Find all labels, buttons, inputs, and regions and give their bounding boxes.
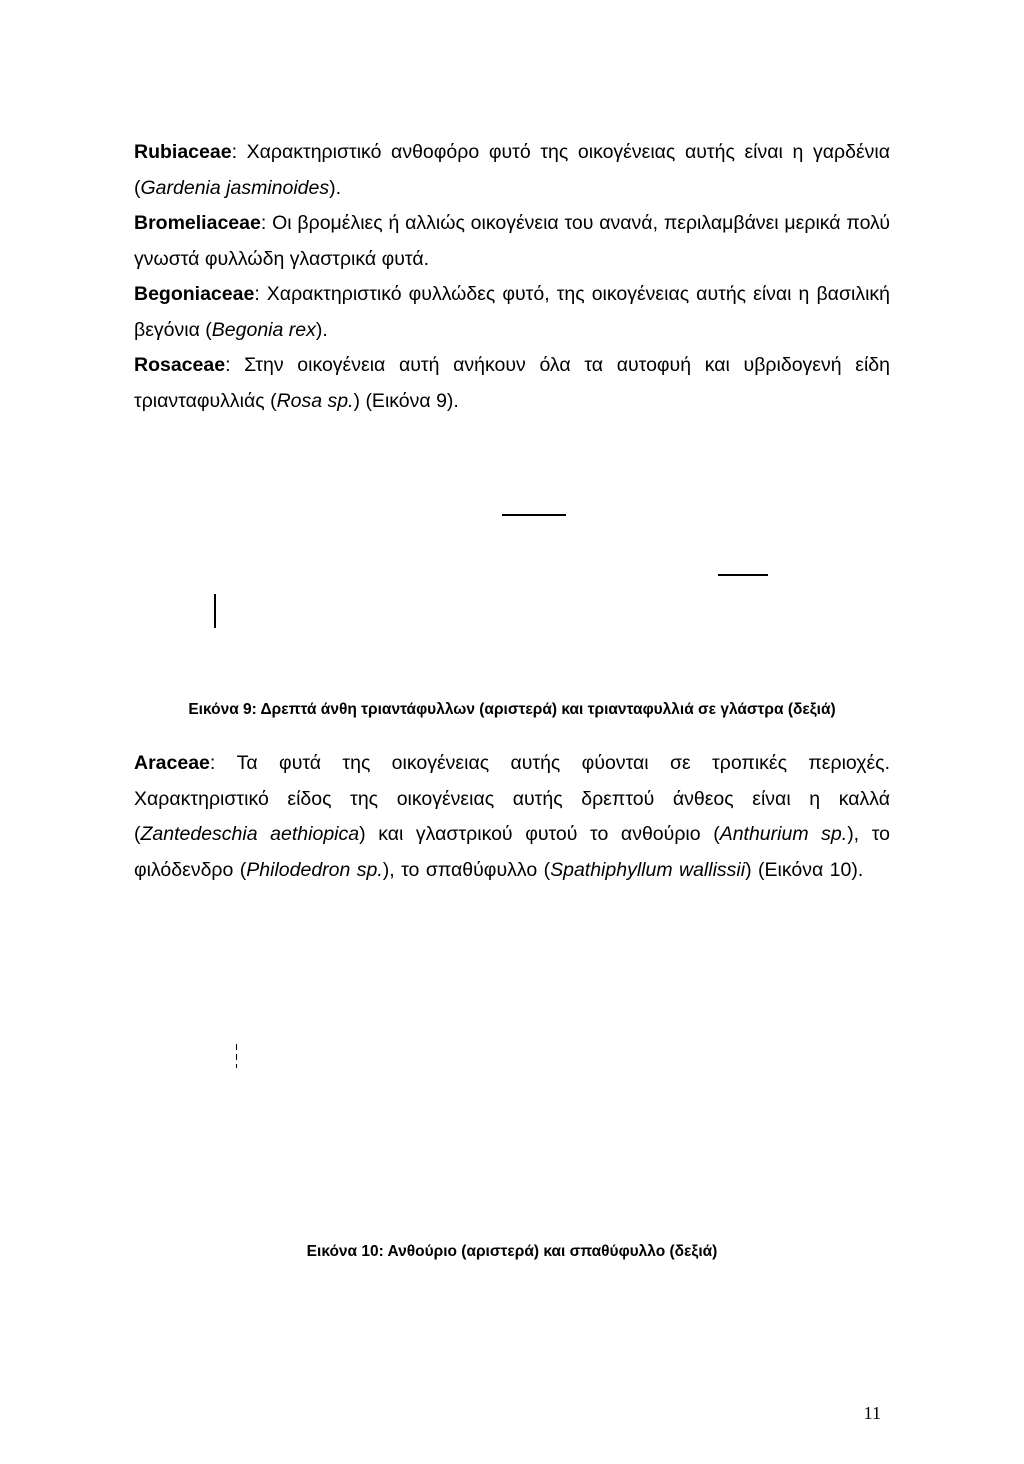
scan-artifact-line [502,514,566,516]
figure-10-caption: Εικόνα 10: Ανθούριο (αριστερά) και σπαθύφυλλο (δεξιά) [306,1243,718,1260]
paragraph-text: ). [329,176,342,199]
species-name: Anthurium sp. [719,823,848,845]
species-name: Zantedeschia aethiopica [140,823,360,845]
family-name-begoniaceae: Begoniaceae [134,283,255,305]
species-name: Philodedron sp. [246,858,383,881]
page-number: 11 [863,1403,881,1423]
scan-artifact-line [236,1064,237,1068]
paragraph-text: : Στην οικογένεια αυτή ανήκουν όλα τα αυτοφυή και υβριδογενή είδη τριανταφυλλιάς ( [134,354,890,412]
paragraph-text: : Τα φυτά της οικογένειας αυτής φύονται σε τροπικές περιοχές. Χαρακτηριστικό είδος της οικογένειας αυτής δρεπτού άνθεος είναι η καλλά ( [134,752,890,845]
species-name: Gardenia jasminoides [140,176,330,199]
paragraph-text: ) και γλαστρικού φυτού το ανθούριο ( [359,823,720,845]
scan-artifact-line [718,574,768,576]
paragraph-text: : Χαρακτηριστικό ανθοφόρο φυτό της οικογένειας αυτής είναι η γαρδένια ( [134,141,890,199]
paragraph-text: ) (Εικόνα 10). [745,858,864,881]
paragraph-rubiaceae [134,135,890,206]
family-name-araceae: Araceae [134,752,210,774]
figure-9-caption: Εικόνα 9: Δρεπτά άνθη τριαντάφυλλων (αριστερά) και τριανταφυλλιά σε γλάστρα (δεξιά) [188,701,836,718]
paragraph-text: : Χαρακτηριστικό φυλλώδες φυτό, της οικογένειας αυτής είναι η βασιλική βεγόνια ( [134,283,890,341]
paragraph-text: ), το φιλόδενδρο ( [134,823,890,881]
scan-artifact-line [236,1054,237,1060]
paragraph-text: ), το σπαθύφυλλο ( [382,858,551,881]
family-name-rubiaceae: Rubiaceae [134,141,232,163]
paragraph-araceae [134,746,890,888]
paragraph-text: ). [315,318,328,341]
figure-10-image-area [134,1030,890,1230]
scan-artifact-line [214,594,216,628]
paragraph-text: : Οι βρομέλιες ή αλλιώς οικογένεια του ανανά, περιλαμβάνει μερικά πολύ γνωστά φυλλώδη γλαστρικά φυτά. [134,212,890,270]
species-name: Begonia rex [211,318,316,341]
family-name-bromeliaceae: Bromeliaceae [134,212,261,234]
figure-9-image-area [134,490,890,690]
species-name: Spathiphyllum wallissii [550,858,746,881]
species-name: Rosa sp. [276,389,354,412]
paragraph-rosaceae [134,348,890,419]
paragraph-begoniaceae [134,277,890,348]
paragraph-text: ) (Εικόνα 9). [353,389,459,412]
family-name-rosaceae: Rosaceae [134,354,226,376]
scan-artifact-line [236,1044,237,1050]
paragraph-bromeliaceae [134,206,890,277]
